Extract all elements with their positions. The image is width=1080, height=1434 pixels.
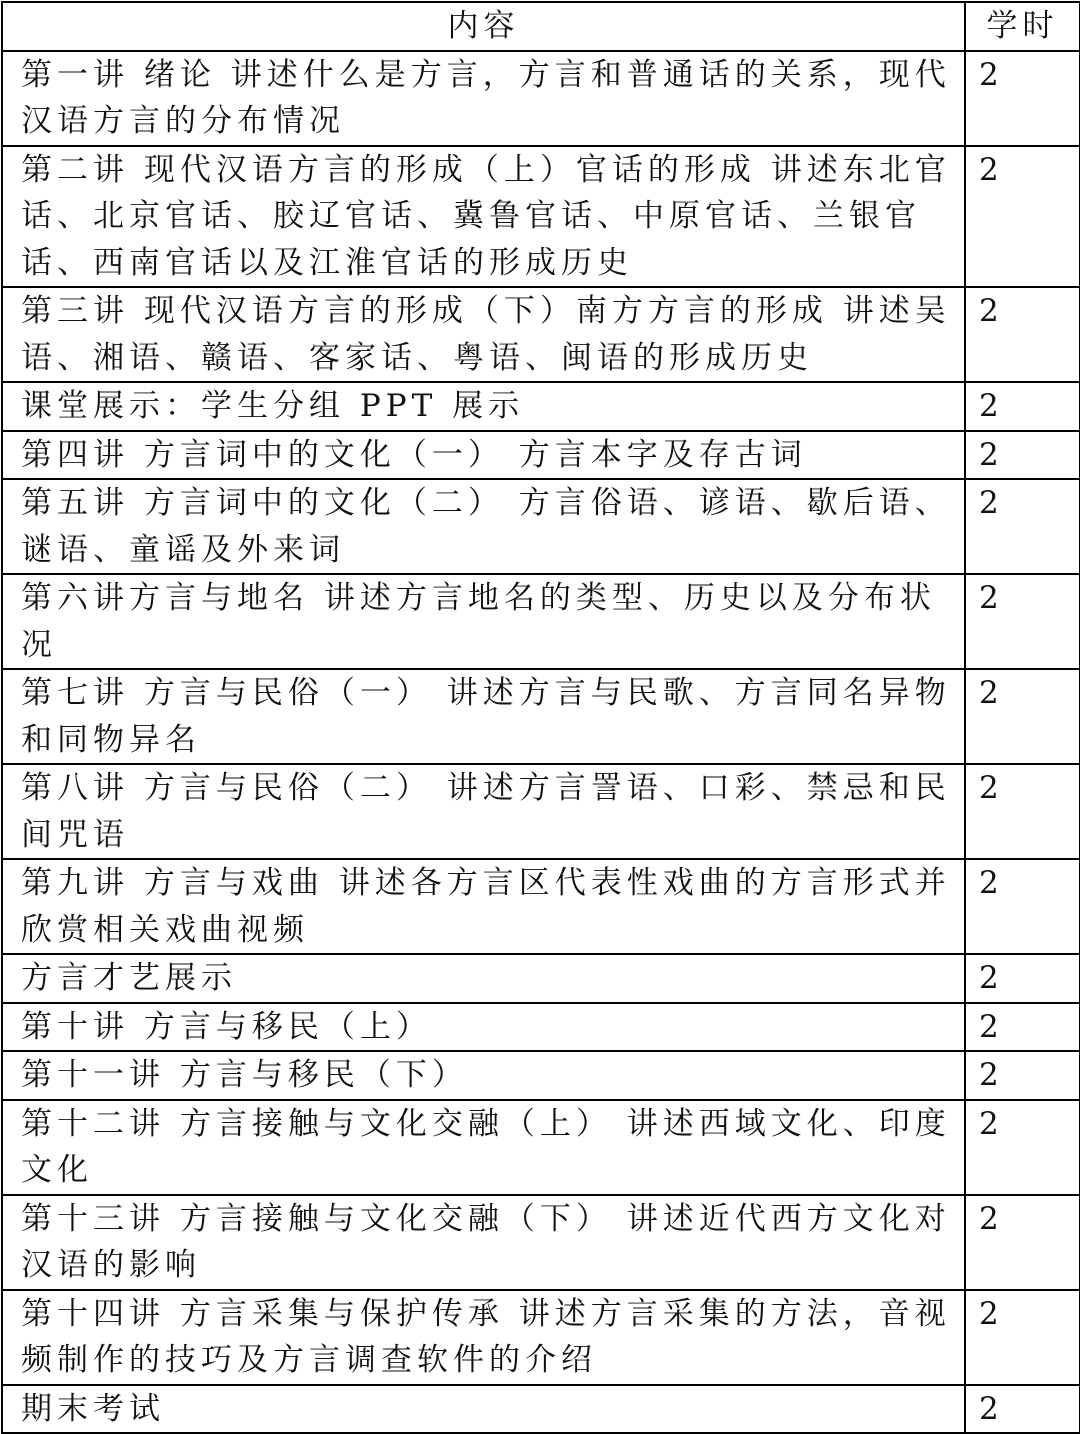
row-content: 第四讲 方言词中的文化（一） 方言本字及存古词 <box>2 431 965 480</box>
row-content: 第十四讲 方言采集与保护传承 讲述方言采集的方法，音视频制作的技巧及方言调查软件的介绍 <box>2 1290 965 1385</box>
row-hours: 2 <box>965 669 1080 764</box>
row-hours: 2 <box>965 431 1080 480</box>
table-row <box>2 479 1080 574</box>
row-content: 第六讲方言与地名 讲述方言地名的类型、历史以及分布状况 <box>2 574 965 669</box>
header-hours: 学时 <box>965 2 1080 51</box>
row-hours: 2 <box>965 1195 1080 1290</box>
syllabus-table <box>1 1 1080 1434</box>
row-hours: 2 <box>965 1051 1080 1100</box>
table-row <box>2 51 1080 146</box>
table-row <box>2 431 1080 480</box>
row-hours: 2 <box>965 1385 1080 1434</box>
row-hours: 2 <box>965 1003 1080 1052</box>
row-hours: 2 <box>965 1290 1080 1385</box>
table-row <box>2 859 1080 954</box>
table-row <box>2 1385 1080 1434</box>
row-content: 第九讲 方言与戏曲 讲述各方言区代表性戏曲的方言形式并欣赏相关戏曲视频 <box>2 859 965 954</box>
row-content: 第十讲 方言与移民（上） <box>2 1003 965 1052</box>
row-hours: 2 <box>965 764 1080 859</box>
row-hours: 2 <box>965 479 1080 574</box>
row-content: 第七讲 方言与民俗（一） 讲述方言与民歌、方言同名异物和同物异名 <box>2 669 965 764</box>
table-row <box>2 1290 1080 1385</box>
row-content: 第十三讲 方言接触与文化交融（下） 讲述近代西方文化对汉语的影响 <box>2 1195 965 1290</box>
row-content: 第八讲 方言与民俗（二） 讲述方言詈语、口彩、禁忌和民间咒语 <box>2 764 965 859</box>
table-row <box>2 287 1080 382</box>
table-row <box>2 1003 1080 1052</box>
table-row <box>2 1195 1080 1290</box>
table-row <box>2 574 1080 669</box>
row-content: 课堂展示：学生分组 PPT 展示 <box>2 382 965 431</box>
row-content: 第二讲 现代汉语方言的形成（上）官话的形成 讲述东北官话、北京官话、胶辽官话、冀鲁官话、中原官话、兰银官话、西南官话以及江淮官话的形成历史 <box>2 146 965 288</box>
row-hours: 2 <box>965 859 1080 954</box>
header-content: 内容 <box>2 2 965 51</box>
table-row <box>2 1051 1080 1100</box>
table-row <box>2 669 1080 764</box>
row-hours: 2 <box>965 287 1080 382</box>
row-content: 第三讲 现代汉语方言的形成（下）南方方言的形成 讲述吴语、湘语、赣语、客家话、粤语、闽语的形成历史 <box>2 287 965 382</box>
row-hours: 2 <box>965 51 1080 146</box>
row-content: 第十一讲 方言与移民（下） <box>2 1051 965 1100</box>
row-hours: 2 <box>965 146 1080 288</box>
row-content: 第五讲 方言词中的文化（二） 方言俗语、谚语、歇后语、谜语、童谣及外来词 <box>2 479 965 574</box>
row-hours: 2 <box>965 382 1080 431</box>
row-content: 第十二讲 方言接触与文化交融（上） 讲述西域文化、印度文化 <box>2 1100 965 1195</box>
row-content: 方言才艺展示 <box>2 954 965 1003</box>
table-header-row <box>2 2 1080 51</box>
table-row <box>2 954 1080 1003</box>
row-content: 期末考试 <box>2 1385 965 1434</box>
table-row <box>2 146 1080 288</box>
row-hours: 2 <box>965 1100 1080 1195</box>
row-content: 第一讲 绪论 讲述什么是方言，方言和普通话的关系，现代汉语方言的分布情况 <box>2 51 965 146</box>
table-row <box>2 764 1080 859</box>
row-hours: 2 <box>965 954 1080 1003</box>
row-hours: 2 <box>965 574 1080 669</box>
table-row <box>2 382 1080 431</box>
table-row <box>2 1100 1080 1195</box>
